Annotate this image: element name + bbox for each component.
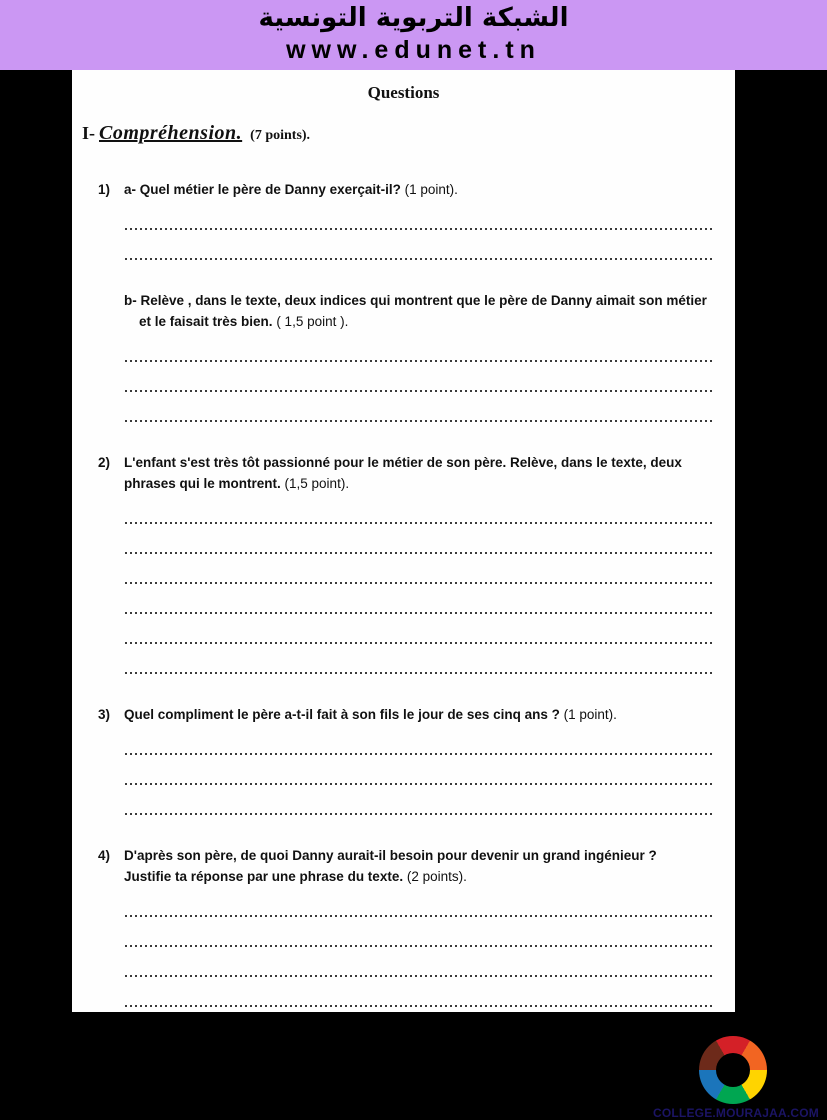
question-statement: Quel métier le père de Danny exerçait-il? (139, 182, 405, 197)
part-label: a- (124, 182, 140, 197)
question-text (124, 179, 717, 200)
question-text (124, 452, 717, 494)
question-text (124, 704, 717, 725)
logo-caption: COLLEGE.MOURAJAA.COM (653, 1106, 819, 1120)
answer-dotted-line (125, 783, 715, 785)
question-statement: Quel compliment le père a-t-il fait à son fils le jour de ses cinq ans ? (124, 707, 564, 722)
question-number: 2) (98, 455, 111, 470)
answer-dotted-line (125, 228, 715, 230)
question-points: (1 point). (563, 707, 617, 722)
question-statement: Relève , dans le texte, deux indices qui montrent que le père de Danny aimait son métier et le faisait très bien. (139, 293, 707, 329)
section-numeral: I- (82, 123, 95, 143)
banner-website: www.edunet.tn (286, 36, 541, 64)
answer-dotted-line (125, 813, 715, 815)
answer-dotted-line (125, 612, 715, 614)
answer-dotted-line (125, 420, 715, 422)
part-label: b- (124, 293, 141, 308)
logo-ring-icon (699, 1036, 767, 1104)
question-row (72, 704, 735, 725)
question-number: 1) (98, 182, 111, 197)
edunet-banner (0, 0, 827, 70)
answer-dotted-line (125, 360, 715, 362)
college-mourajaa-logo (653, 1036, 819, 1120)
answer-dotted-line (125, 258, 715, 260)
answer-dotted-line (125, 753, 715, 755)
answer-dotted-line (125, 642, 715, 644)
question-row (72, 179, 735, 200)
question-row (72, 290, 735, 332)
answer-dotted-line (125, 522, 715, 524)
question-statement-line2: Justifie ta réponse par une phrase du texte. (124, 869, 407, 884)
answer-dotted-line (125, 552, 715, 554)
section-name: Compréhension. (99, 122, 243, 144)
question-text (124, 845, 717, 887)
question-number: 3) (98, 707, 111, 722)
question-points: ( 1,5 point ). (276, 314, 349, 329)
question-row (72, 845, 735, 887)
logo-ring-hole (716, 1053, 750, 1087)
question-points: (2 points). (406, 869, 467, 884)
answer-dotted-line (125, 975, 715, 977)
question-text (124, 290, 717, 332)
answer-dotted-line (125, 915, 715, 917)
question-points: (1,5 point). (284, 476, 350, 491)
question-points: (1 point). (404, 182, 458, 197)
question-statement: D'après son père, de quoi Danny aurait-il besoin pour devenir un grand ingénieur ? (124, 848, 657, 863)
question-number: 4) (98, 848, 111, 863)
questions-title: Questions (367, 83, 440, 102)
answer-dotted-line (125, 390, 715, 392)
section-heading (82, 120, 735, 149)
question-row (72, 452, 735, 494)
banner-arabic-title: الشبكة التربوية التونسية (258, 3, 569, 33)
question-statement: L'enfant s'est très tôt passionné pour le métier de son père. Relève, dans le texte, deux phrases qui le montrent. (124, 455, 682, 491)
question-number (98, 290, 124, 332)
answer-dotted-line (125, 1005, 715, 1007)
answer-dotted-line (125, 582, 715, 584)
answer-dotted-line (125, 672, 715, 674)
answer-dotted-line (125, 945, 715, 947)
questions-area (72, 179, 735, 1007)
exam-sheet (72, 70, 735, 1012)
section-points: (7 points). (250, 128, 311, 143)
